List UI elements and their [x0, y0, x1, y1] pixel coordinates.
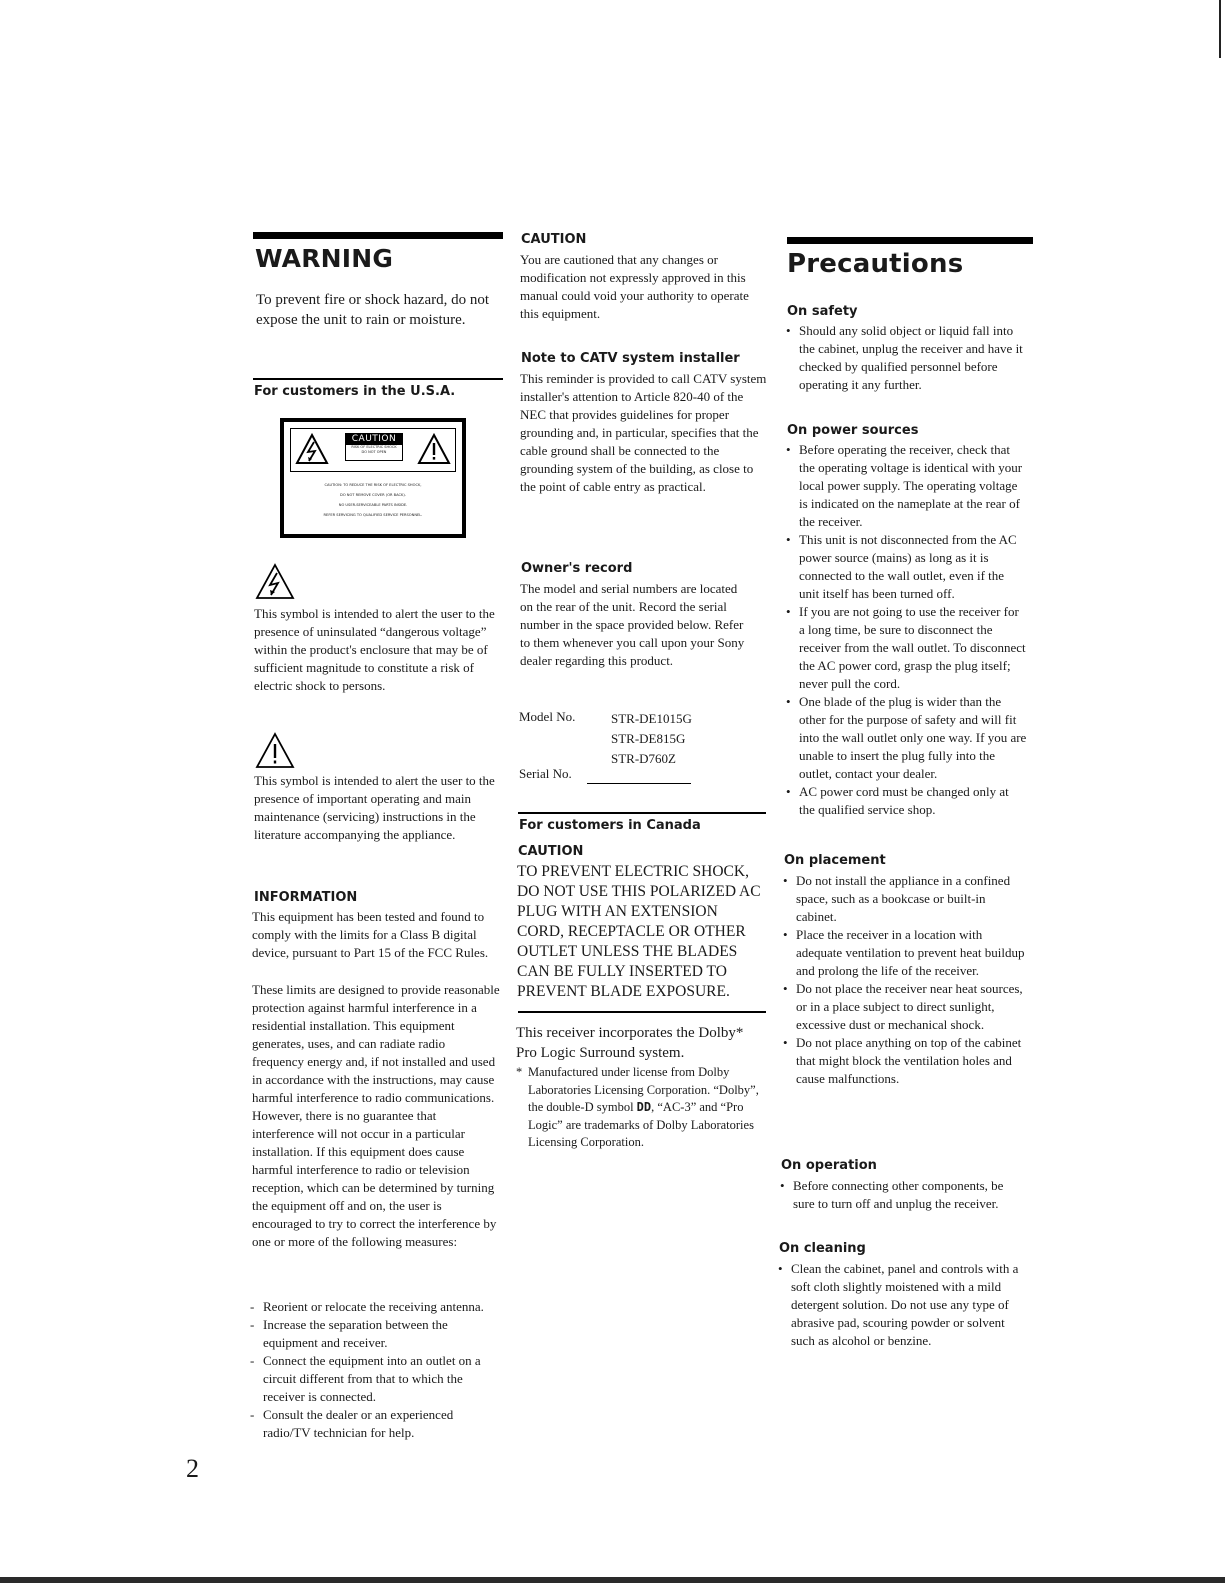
- usa-rule: [253, 378, 503, 380]
- caution-label-line: DO NOT REMOVE COVER (OR BACK).: [340, 493, 406, 497]
- caution-label-top: [290, 428, 456, 472]
- precautions-rule: [787, 237, 1033, 244]
- caution-label-badge: [345, 433, 403, 461]
- dolby-footnote-text: [516, 1064, 764, 1152]
- precautions-title: Precautions: [787, 249, 964, 279]
- caution-label-text: [290, 480, 456, 520]
- power-item: • One blade of the plug is wider than the other for the purpose of safety and will fit into the wall outlet only one way. If you are unable to insert the plug fully into the outlet, contact your dealer.: [785, 693, 1027, 783]
- owners-record-text: The model and serial numbers are located on the rear of the unit. Record the serial number in the space provided below. Refer to them whenever you call upon your Sony dealer regarding this product.: [520, 581, 745, 668]
- caution-label-title: CAUTION: [346, 434, 402, 445]
- symbol2-text: This symbol is intended to alert the user to the presence of important operating and main maintenance (servicing) instructions in the literature accompanying the appliance.: [254, 773, 495, 842]
- footnote-star: *: [516, 1065, 523, 1079]
- power-list: [785, 441, 1027, 819]
- measure-item: - Connect the equipment into an outlet on a circuit different from that to which the receiver is connected.: [249, 1352, 499, 1406]
- serial-label: Serial No.: [519, 766, 572, 781]
- warning-rule: [253, 232, 503, 239]
- warning-text: To prevent fire or shock hazard, do not expose the unit to rain or moisture.: [256, 292, 490, 328]
- serial-blank-line: [587, 783, 691, 784]
- operation-list: [779, 1177, 1023, 1213]
- placement-item: • Do not place the receiver near heat sources, or in a place subject to direct sunlight, excessive dust or mechanical shock.: [782, 980, 1026, 1034]
- power-item: • This unit is not disconnected from the AC power source (mains) as long as it is connected to the wall outlet, even if the unit itself has been turned off.: [785, 531, 1027, 603]
- placement-item: • Place the receiver in a location with adequate ventilation to prevent heat buildup and prolong the life of the receiver.: [782, 926, 1026, 980]
- caution-label-top-line: DO NOT OPEN: [361, 450, 387, 454]
- power-item: • AC power cord must be changed only at the qualified service shop.: [785, 783, 1027, 819]
- model-label: Model No.: [519, 709, 576, 724]
- warning-title: WARNING: [255, 244, 394, 273]
- model-list: [611, 709, 692, 769]
- power-heading: On power sources: [787, 423, 919, 438]
- model-value: STR-D760Z: [611, 751, 676, 766]
- dolby-footnote-part: Manufactured under license from Dolby Laboratories Licensing Corporation. “Dolby”, the double-D symbol: [528, 1065, 759, 1114]
- measure-item: - Reorient or relocate the receiving antenna.: [249, 1298, 499, 1316]
- dolby-footnote: [516, 1064, 764, 1152]
- placement-heading: On placement: [784, 853, 886, 868]
- caution-text: You are cautioned that any changes or modification not expressly approved in this manual could void your authority to operate this equipment.: [520, 252, 749, 321]
- cleaning-item: • Clean the cabinet, panel and controls with a soft cloth slightly moistened with a mild detergent solution. Do not use any type of abrasive pad, scouring powder or solvent such as alcohol or benzine.: [777, 1260, 1021, 1350]
- exclamation-symbol-icon: [255, 732, 295, 770]
- operation-item: • Before connecting other components, be sure to turn off and unplug the receiver.: [779, 1177, 1023, 1213]
- caution-label-line: CAUTION: TO REDUCE THE RISK OF ELECTRIC SHOCK,: [324, 483, 422, 487]
- information-measures-list: [249, 1298, 499, 1442]
- caution-label-top-line: RISK OF ELECTRIC SHOCK: [351, 445, 397, 449]
- double-d-symbol-icon: DD: [636, 1100, 652, 1114]
- information-para2: These limits are designed to provide reasonable protection against harmful interference in a residential installation. This equipment generates, uses, and can radiate radio frequency energy and, if not installed and used in accordance with the instructions, may cause harmful interference to radio communications. However, there is no guarantee that interference will not occur in a particular installation. If this equipment does cause harmful interference to radio or television reception, which can be determined by turning the equipment off and on, the user is encouraged to try to correct the interference by one or more of the following measures:: [252, 982, 500, 1249]
- page-number: 2: [186, 1454, 199, 1483]
- safety-list: [785, 322, 1027, 394]
- canada-caution-heading: CAUTION: [518, 844, 584, 859]
- power-item: • If you are not going to use the receiver for a long time, be sure to disconnect the receiver from the wall outlet. To disconnect the AC power cord, grasp the plug itself; never pull the cord.: [785, 603, 1027, 693]
- catv-text: This reminder is provided to call CATV system installer's attention to Article 820-40 of the NEC that provides guidelines for proper grounding and, in particular, specifies that the cable ground shall be connected to the grounding system of the building, as close to the point of cable entry as practical.: [520, 371, 767, 494]
- safety-heading: On safety: [787, 304, 858, 319]
- information-para1: This equipment has been tested and found to comply with the limits for a Class B digital device, pursuant to Part 15 of the FCC Rules.: [252, 909, 489, 960]
- scan-edge-mark: [1219, 0, 1221, 58]
- safety-item: • Should any solid object or liquid fall into the cabinet, unplug the receiver and have it checked by qualified personnel before operating it any further.: [785, 322, 1027, 394]
- canada-heading: For customers in Canada: [519, 818, 701, 833]
- operation-heading: On operation: [781, 1158, 877, 1173]
- dolby-footnote-part: , “AC-3” and “Pro Logic” are trademarks of Dolby Laboratories Licensing Corporation.: [528, 1100, 754, 1149]
- scan-bottom-edge: [0, 1577, 1225, 1583]
- caution-label-line: NO USER-SERVICEABLE PARTS INSIDE.: [338, 503, 408, 507]
- lightning-symbol-icon: [255, 563, 295, 601]
- lightning-warning-icon: [295, 433, 329, 465]
- dolby-text: This receiver incorporates the Dolby* Pro Logic Surround system.: [516, 1025, 744, 1061]
- power-item: • Before operating the receiver, check that the operating voltage is identical with your local power supply. The operating voltage is indicated on the nameplate at the rear of the receiver.: [785, 441, 1027, 531]
- canada-caution-text: TO PREVENT ELECTRIC SHOCK, DO NOT USE THIS POLARIZED AC PLUG WITH AN EXTENSION CORD, RECEPTACLE OR OTHER OUTLET UNLESS THE BLADES CAN BE FULLY INSERTED TO PREVENT BLADE EXPOSURE.: [517, 863, 761, 1000]
- caution-label-image: [280, 418, 466, 538]
- information-heading: INFORMATION: [254, 890, 358, 905]
- catv-heading: Note to CATV system installer: [521, 351, 740, 366]
- owners-record-heading: Owner's record: [521, 561, 633, 576]
- measure-item: - Consult the dealer or an experienced radio/TV technician for help.: [249, 1406, 499, 1442]
- placement-item: • Do not place anything on top of the cabinet that might block the ventilation holes and cause malfunctions.: [782, 1034, 1026, 1088]
- placement-list: [782, 872, 1026, 1088]
- measure-item: - Increase the separation between the equipment and receiver.: [249, 1316, 499, 1352]
- cleaning-heading: On cleaning: [779, 1241, 866, 1256]
- placement-item: • Do not install the appliance in a confined space, such as a bookcase or built-in cabinet.: [782, 872, 1026, 926]
- model-value: STR-DE815G: [611, 731, 686, 746]
- cleaning-list: [777, 1260, 1021, 1350]
- exclamation-warning-icon: [417, 433, 451, 465]
- caution-heading: CAUTION: [521, 232, 587, 247]
- model-value: STR-DE1015G: [611, 711, 692, 726]
- caution-label-line: REFER SERVICING TO QUALIFIED SERVICE PERSONNEL.: [323, 513, 423, 517]
- symbol1-text: This symbol is intended to alert the user to the presence of uninsulated “dangerous voltage” within the product's enclosure that may be of sufficient magnitude to constitute a risk of electric shock to persons.: [254, 606, 495, 693]
- dolby-rule: [518, 1011, 766, 1013]
- usa-heading: For customers in the U.S.A.: [254, 384, 456, 399]
- canada-rule: [518, 812, 766, 814]
